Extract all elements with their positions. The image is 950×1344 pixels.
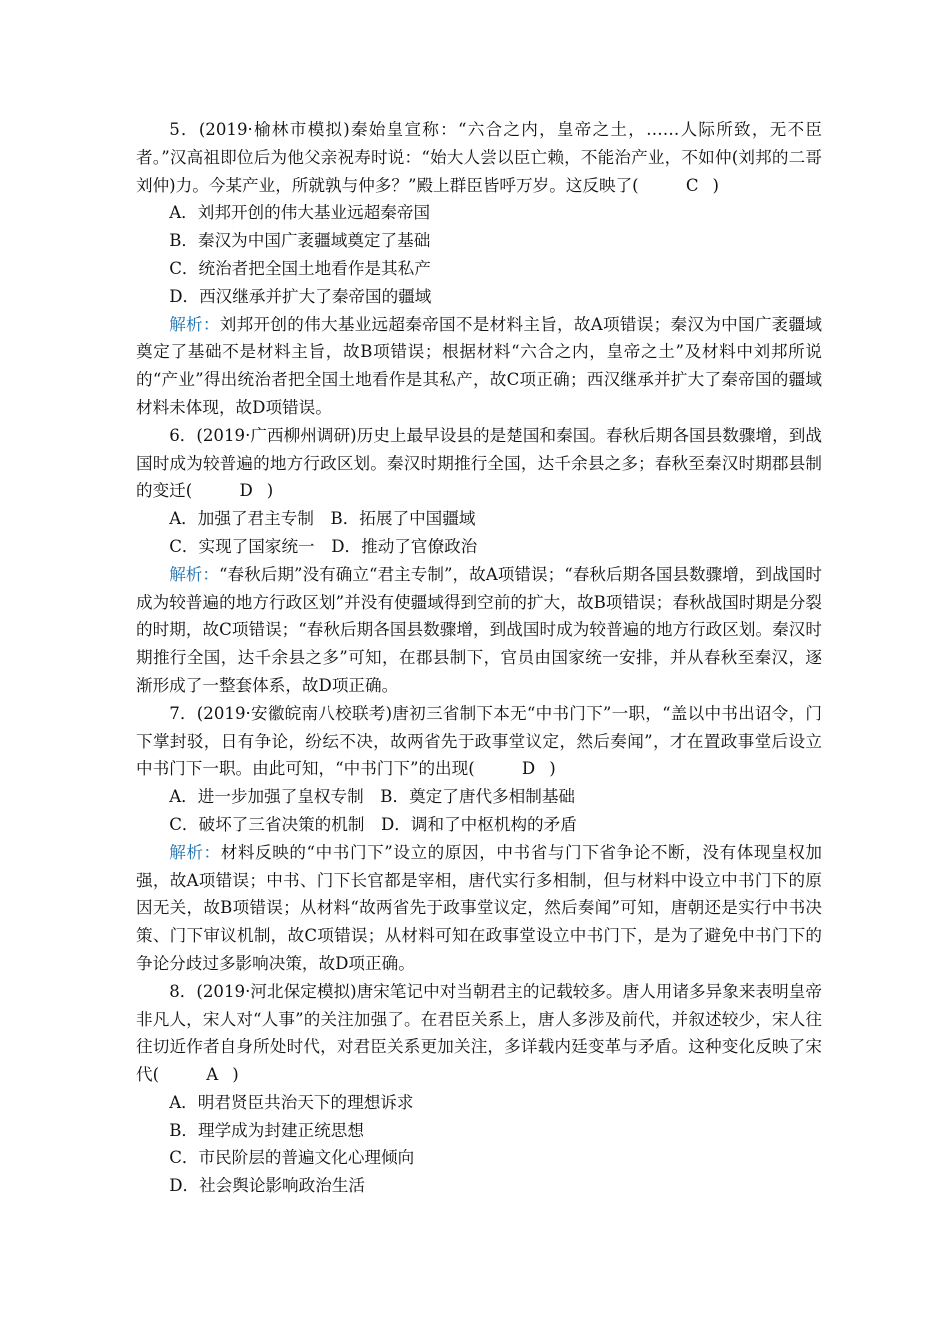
question-6-analysis — [136, 561, 822, 700]
question-5-analysis-label: 解析： — [169, 314, 220, 334]
question-7-analysis-text: 材料反映的“中书门下”设立的原因，中书省与门下省争论不断，没有体现皇权加强，故A项错误；中书、门下长官都是宰相，唐代实行多相制，但与材料中设立中书门下的原因无关，故B项错误；从材料“故两省先于政事堂议定，然后奏闻”可知，唐朝还是实行中书决策、门下审议机制，故C项错误；从材料可知在政事堂设立中书门下，是为了避免中书门下的争论分歧过多影响决策，故D项正确。 — [136, 842, 823, 973]
document-page — [136, 116, 822, 1200]
question-5-option-c: C．统治者把全国土地看作是其私产 — [169, 258, 431, 278]
question-6-stem-text: 6．(2019·广西柳州调研)历史上最早设县的是楚国和秦国。春秋后期各国县数骤增，到战国时成为较普遍的地方行政区划。秦汉时期推行全国，达千余县之多；春秋至秦汉时期郡县制的变迁( — [136, 425, 822, 501]
question-8-answer: A — [206, 1065, 219, 1085]
question-6-answer: D — [239, 481, 253, 501]
question-8-option-b: B．理学成为封建正统思想 — [169, 1120, 364, 1140]
question-8-stem-text: 8．(2019·河北保定模拟)唐宋笔记中对当朝君主的记载较多。唐人用诸多异象来表明皇帝非凡人，宋人对“人事”的关注加强了。在君臣关系上，唐人多涉及前代，并叙述较少，宋人往往切近作者自身所处时代，对君臣关系更加关注，多详载内廷变革与矛盾。这种变化反映了宋代( — [136, 981, 822, 1085]
question-5-stem — [136, 116, 822, 199]
question-6-analysis-text: “春秋后期”没有确立“君主专制”，故A项错误；“春秋后期各国县数骤增，到战国时成为较普遍的地方行政区划”并没有使疆域得到空前的扩大，故B项错误；春秋战国时期是分裂的时期，故C项错误；“春秋后期各国县数骤增，到战国时成为较普遍的地方行政区划。秦汉时期推行全国，达千余县之多”可知，在郡县制下，官员由国家统一安排，并从春秋至秦汉，逐渐形成了一整套体系，故D项正确。 — [136, 564, 822, 695]
question-5-analysis — [136, 311, 822, 422]
question-7-answer: D — [521, 759, 536, 779]
question-6-analysis-label: 解析： — [169, 564, 220, 584]
question-7-options-row-1: A．进一步加强了皇权专制 B．奠定了唐代多相制基础 — [169, 787, 576, 807]
question-6-stem — [136, 422, 822, 505]
question-7-analysis-label: 解析： — [169, 842, 221, 862]
question-5-analysis-text: 刘邦开创的伟大基业远超秦帝国不是材料主旨，故A项错误；秦汉为中国广袤疆域奠定了基础不是材料主旨，故B项错误；根据材料“六合之内，皇帝之土”及材料中刘邦所说的“产业”得出统治者把全国土地看作是其私产，故C项正确；西汉继承并扩大了秦帝国的疆域材料未体现，故D项错误。 — [136, 314, 822, 417]
question-5-stem-text: 5．(2019·榆林市模拟)秦始皇宣称：“六合之内，皇帝之土，……人际所致，无不臣者。”汉高祖即位后为他父亲祝寿时说：“始大人尝以臣亡赖，不能治产业，不如仲(刘邦的二哥刘仲)力。今某产业，所就孰与仲多？”殿上群臣皆呼万岁。这反映了( — [136, 120, 822, 195]
question-7-options-row-2: C．破坏了三省决策的机制 D．调和了中枢机构的矛盾 — [169, 814, 577, 834]
question-7-close: ) — [549, 759, 556, 779]
question-5-option-a: A．刘邦开创的伟大基业远超秦帝国 — [169, 203, 431, 223]
question-7-analysis — [136, 839, 822, 978]
question-7-stem — [136, 700, 822, 783]
question-6-close: ) — [266, 481, 274, 501]
question-8-stem — [136, 978, 822, 1089]
question-8-option-c: C．市民阶层的普遍文化心理倾向 — [169, 1148, 415, 1168]
question-8-option-d: D．社会舆论影响政治生活 — [169, 1176, 366, 1196]
question-6-options-row-2: C．实现了国家统一 D．推动了官僚政治 — [169, 536, 478, 556]
question-7-stem-text: 7．(2019·安徽皖南八校联考)唐初三省制下本无“中书门下”一职，“盖以中书出诏令，门下掌封驳，日有争论，纷纭不决，故两省先于政事堂议定，然后奏闻”，才在置政事堂后设立中书门下一职。由此可知，“中书门下”的出现( — [136, 703, 822, 779]
question-8-option-a: A．明君贤臣共治天下的理想诉求 — [169, 1092, 414, 1112]
question-6-options-row-1: A．加强了君主专制 B．拓展了中国疆域 — [169, 509, 476, 529]
question-5-answer: C — [685, 175, 699, 195]
question-5-close: ) — [712, 175, 720, 195]
question-8-close: ) — [232, 1065, 239, 1085]
question-5-option-b: B．秦汉为中国广袤疆域奠定了基础 — [169, 231, 431, 251]
question-5-option-d: D．西汉继承并扩大了秦帝国的疆域 — [169, 286, 432, 306]
